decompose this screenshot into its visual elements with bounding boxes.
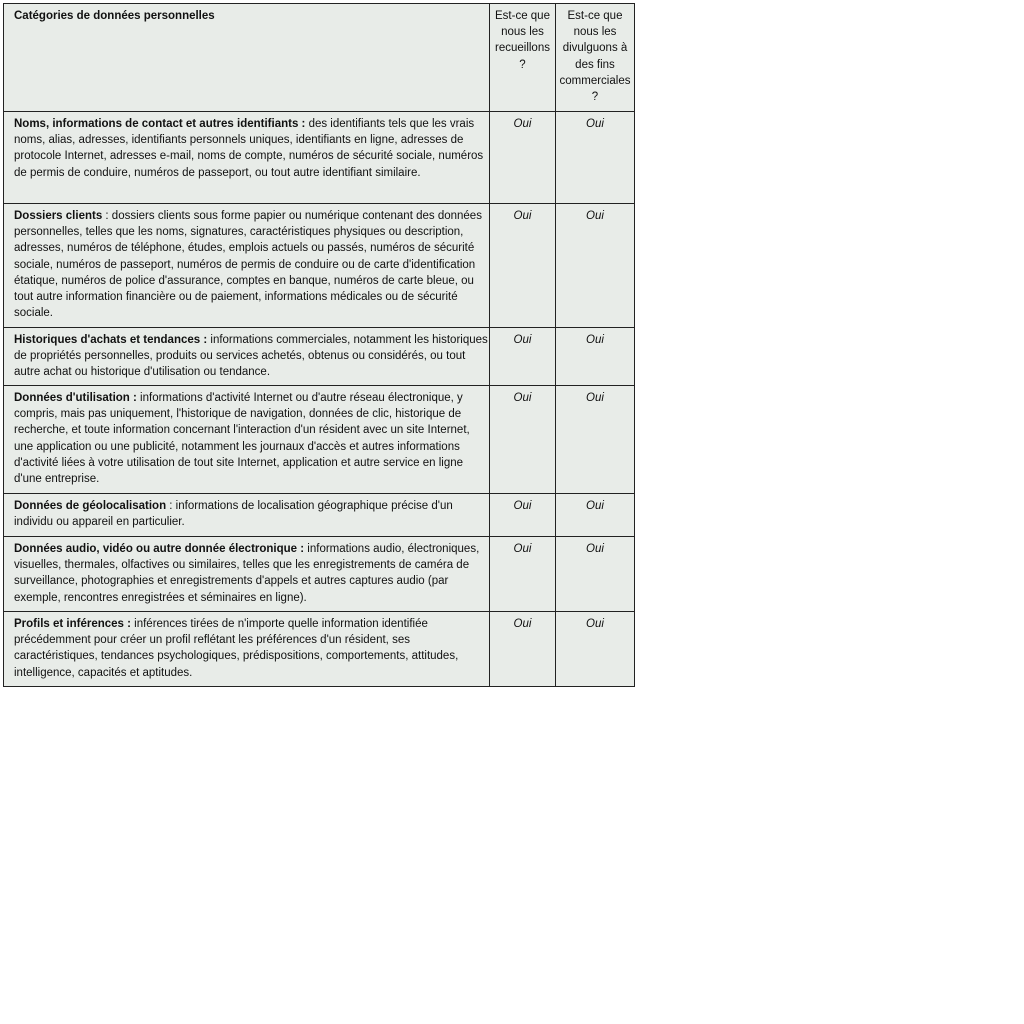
category-term: Noms, informations de contact et autres identifiants : <box>14 118 306 130</box>
category-term: Profils et inférences : <box>14 618 131 630</box>
disclosed-value: Oui <box>556 494 635 537</box>
collected-value: Oui <box>490 328 556 386</box>
table-row <box>4 494 635 537</box>
category-text: inférences tirées de n'importe quelle information identifiée précédemment pour créer un profil reflétant les préférences d'un résident, ses caractéristiques, tendances psychologiques, prédispositions, comportements, attitudes, intelligence, capacités et aptitudes. <box>14 618 459 679</box>
collected-value: Oui <box>490 494 556 537</box>
category-text: informations d'activité Internet ou d'autre réseau électronique, y compris, mais pas uniquement, l'historique de navigation, données de clic, historique de recherche, et toute information concernant l'interaction d'un résident avec un site Internet, une application ou une publicité, notamment les journaux d'accès et autres informations d'activité liées à votre utilisation de tout site Internet, application et autre service en ligne d'une entreprise. <box>14 392 470 486</box>
category-text: informations commerciales, notamment les historiques de propriétés personnelles, produits ou services achetés, obtenus ou considérés, ou tout autre achat ou historique d'utilisation ou tendance. <box>14 334 488 379</box>
category-term: Données audio, vidéo ou autre donnée électronique : <box>14 543 305 555</box>
category-term: Historiques d'achats et tendances : <box>14 334 208 346</box>
category-text: : dossiers clients sous forme papier ou numérique contenant des données personnelles, telles que les noms, signatures, caractéristiques physiques ou description, adresses, numéros de téléphone, études, emplois actuels ou passés, numéros de sécurité sociale, numéros de passeport, numéros de permis de conduire ou de carte d'identification étatique, numéros de police d'assurance, comptes en banque, numéros de carte bleue, ou tout autre information financière ou de paiement, informations médicales ou de sécurité sociale. <box>14 210 482 320</box>
table-row <box>4 386 635 494</box>
collected-value: Oui <box>490 612 556 687</box>
personal-data-categories-table <box>3 3 635 687</box>
disclosed-value: Oui <box>556 612 635 687</box>
table-header-row <box>4 4 635 112</box>
header-disclosed: Est-ce que nous les divulguons à des fins commerciales ? <box>556 4 635 112</box>
category-term: Données d'utilisation : <box>14 392 137 404</box>
table-row <box>4 204 635 328</box>
disclosed-value: Oui <box>556 537 635 612</box>
disclosed-value: Oui <box>556 328 635 386</box>
category-description <box>4 328 490 386</box>
collected-value: Oui <box>490 386 556 494</box>
category-description <box>4 537 490 612</box>
collected-value: Oui <box>490 204 556 328</box>
category-text: informations audio, électroniques, visuelles, thermales, olfactives ou similaires, telles que les enregistrements de caméra de surveillance, photographies et enregistrements d'appels et autres captures audio (par exemple, rencontres enregistrées et séminaires en ligne). <box>14 543 480 604</box>
disclosed-value: Oui <box>556 204 635 328</box>
category-text: : informations de localisation géographique précise d'un individu ou appareil en particulier. <box>14 500 453 529</box>
category-term: Dossiers clients <box>14 210 103 222</box>
disclosed-value: Oui <box>556 386 635 494</box>
table-row <box>4 112 635 204</box>
table-row <box>4 612 635 687</box>
category-description <box>4 494 490 537</box>
header-collected: Est-ce que nous les recueillons ? <box>490 4 556 112</box>
category-term: Données de géolocalisation <box>14 500 167 512</box>
category-description <box>4 204 490 328</box>
header-categories: Catégories de données personnelles <box>4 4 490 112</box>
table-row <box>4 537 635 612</box>
category-description <box>4 386 490 494</box>
category-text: des identifiants tels que les vrais noms, alias, adresses, identifiants personnels uniques, identifiants en ligne, adresses de protocole Internet, adresses e-mail, noms de compte, numéros de sécurité sociale, numéros de permis de conduire, numéros de passeport, ou tout autre identifiant similaire. <box>14 118 484 179</box>
disclosed-value: Oui <box>556 112 635 204</box>
category-description <box>4 112 490 204</box>
category-description <box>4 612 490 687</box>
collected-value: Oui <box>490 112 556 204</box>
table-row <box>4 328 635 386</box>
collected-value: Oui <box>490 537 556 612</box>
